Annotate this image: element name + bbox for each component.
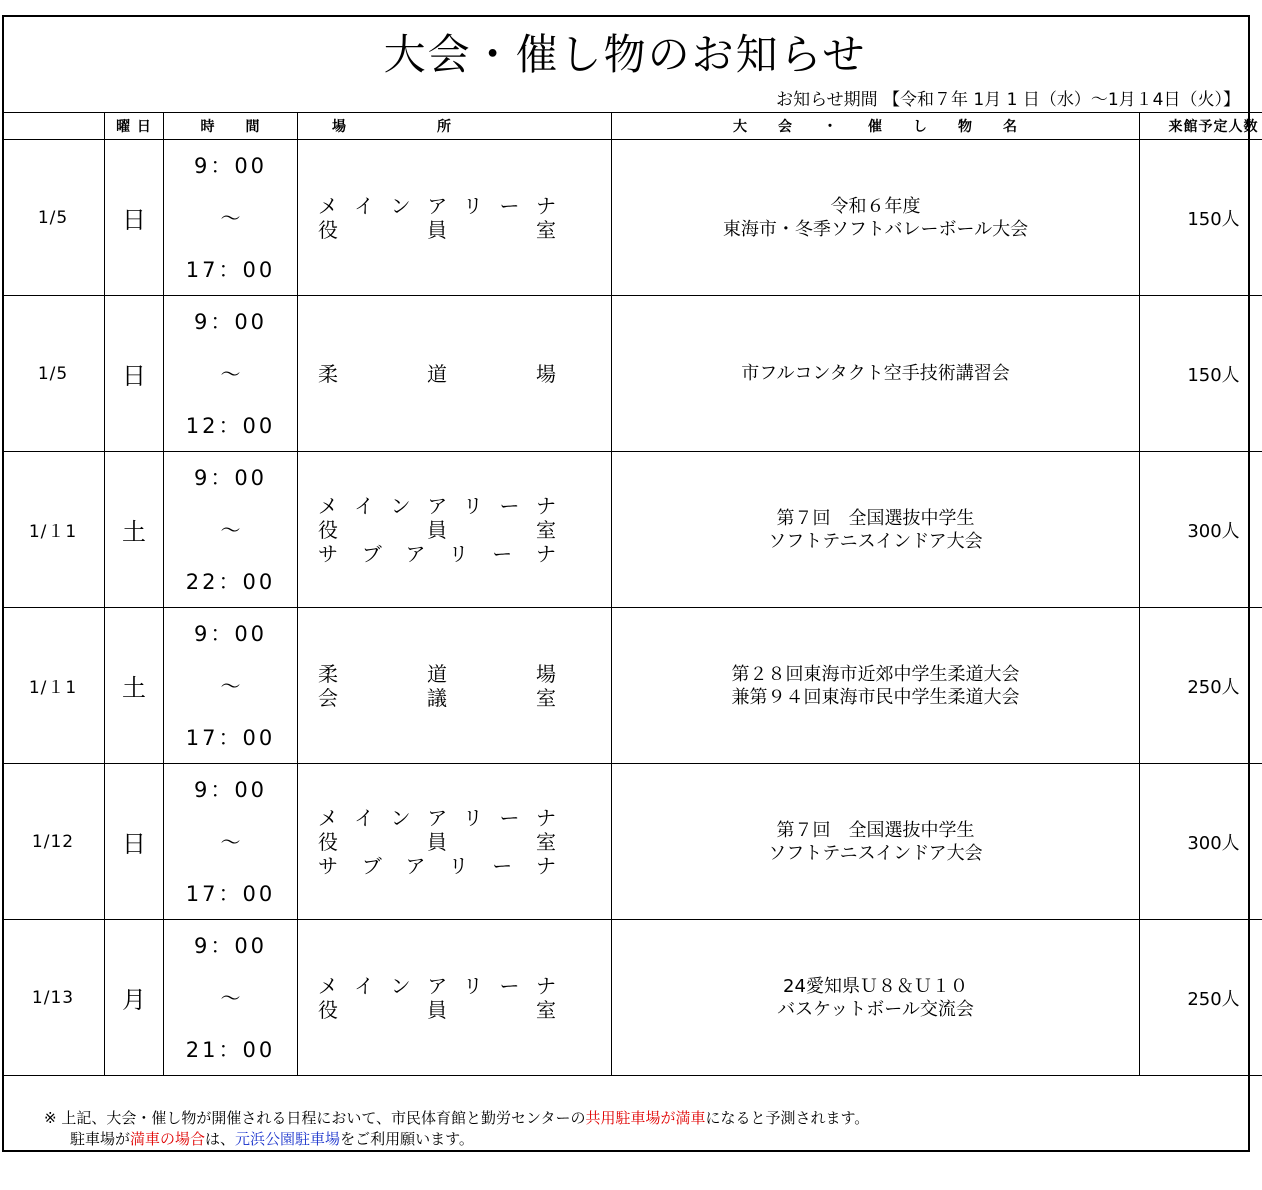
- row-place: [298, 764, 612, 920]
- note-text: ※ 上記、大会・催し物が開催される日程において、市民体育館と勤労センターの: [44, 1109, 586, 1127]
- row-date: 1/１1: [2, 452, 105, 608]
- row-event-name: [612, 140, 1140, 296]
- row-time: [164, 452, 298, 608]
- table-row: [2, 920, 1262, 1076]
- row-event-name: [612, 452, 1140, 608]
- place-name: 役員室: [318, 997, 556, 1022]
- event-line: 24愛知県Ｕ８＆Ｕ１０: [783, 975, 968, 997]
- event-line: ソフトテニスインドア大会: [768, 530, 983, 552]
- start-time: 9：00: [193, 309, 268, 334]
- row-place: [298, 140, 612, 296]
- header-expected-visitors: 来館予定人数: [1140, 113, 1262, 140]
- row-expected-visitors: 300人: [1140, 764, 1262, 920]
- end-time: 21：00: [185, 1037, 276, 1062]
- place-name: メインアリーナ: [318, 805, 556, 830]
- table-row: [2, 764, 1262, 920]
- time-range-tilde: ～: [220, 517, 241, 542]
- row-place: [298, 920, 612, 1076]
- notice-period: お知らせ期間 【令和７年 1月 1 日（水）～1月１4日（火）】: [776, 90, 1240, 110]
- row-day-of-week: 日: [105, 140, 164, 296]
- note-text: をご利用願います。: [340, 1130, 474, 1148]
- place-name: 役員室: [318, 217, 556, 242]
- place-name: 柔道場: [318, 661, 556, 686]
- row-time: [164, 296, 298, 452]
- note-line-2: [44, 1129, 869, 1150]
- start-time: 9：00: [193, 777, 268, 802]
- time-range-tilde: ～: [220, 985, 241, 1010]
- end-time: 17：00: [185, 881, 276, 906]
- row-event-name: [612, 296, 1140, 452]
- row-event-name: [612, 764, 1140, 920]
- time-range-tilde: ～: [220, 361, 241, 386]
- row-event-name: [612, 608, 1140, 764]
- event-line: バスケットボール交流会: [777, 998, 974, 1020]
- header-date: [2, 113, 105, 140]
- row-day-of-week: 月: [105, 920, 164, 1076]
- time-range-tilde: ～: [220, 829, 241, 854]
- row-expected-visitors: 300人: [1140, 452, 1262, 608]
- end-time: 22：00: [185, 569, 276, 594]
- row-time: [164, 140, 298, 296]
- row-expected-visitors: 250人: [1140, 608, 1262, 764]
- table-row: [2, 140, 1262, 296]
- place-name: サブアリーナ: [318, 541, 556, 566]
- place-name: 柔道場: [318, 361, 556, 386]
- start-time: 9：00: [193, 933, 268, 958]
- parking-note: [44, 1108, 869, 1150]
- row-day-of-week: 日: [105, 296, 164, 452]
- event-line: 市フルコンタクト空手技術講習会: [741, 363, 1010, 384]
- end-time: 17：00: [185, 725, 276, 750]
- time-range-tilde: ～: [220, 205, 241, 230]
- table-row: [2, 608, 1262, 764]
- event-line: ソフトテニスインドア大会: [768, 842, 983, 864]
- header-day-of-week: 曜 日: [105, 113, 164, 140]
- row-place: [298, 296, 612, 452]
- place-name: 役員室: [318, 517, 556, 542]
- event-line: 第７回 全国選抜中学生: [776, 507, 975, 529]
- row-time: [164, 608, 298, 764]
- place-name: サブアリーナ: [318, 853, 556, 878]
- place-name: メインアリーナ: [318, 973, 556, 998]
- place-name: メインアリーナ: [318, 493, 556, 518]
- row-date: 1/5: [2, 296, 105, 452]
- place-name: メインアリーナ: [318, 193, 556, 218]
- place-name: 役員室: [318, 829, 556, 854]
- header-time: 時 間: [164, 113, 298, 140]
- row-time: [164, 764, 298, 920]
- row-expected-visitors: 250人: [1140, 920, 1262, 1076]
- note-highlight-red: 共用駐車場が満車: [585, 1109, 706, 1127]
- event-line: 第２８回東海市近郊中学生柔道大会: [731, 663, 1020, 685]
- start-time: 9：00: [193, 153, 268, 178]
- note-highlight-blue: 元浜公園駐車場: [235, 1130, 341, 1148]
- header-place: 場 所: [298, 113, 612, 140]
- event-line: 兼第９４回東海市民中学生柔道大会: [731, 686, 1020, 708]
- event-line: 第７回 全国選抜中学生: [776, 819, 975, 841]
- event-line: 令和６年度: [830, 195, 921, 217]
- row-date: 1/13: [2, 920, 105, 1076]
- row-time: [164, 920, 298, 1076]
- note-text: 駐車場が: [70, 1130, 131, 1148]
- row-place: [298, 452, 612, 608]
- row-date: 1/12: [2, 764, 105, 920]
- header-event-name: 大 会 ・ 催 し 物 名: [612, 113, 1140, 140]
- event-table: [2, 112, 1262, 1076]
- note-highlight-red: 満車の場合: [130, 1130, 206, 1148]
- table-header-row: [2, 113, 1262, 140]
- start-time: 9：00: [193, 465, 268, 490]
- end-time: 17：00: [185, 257, 276, 282]
- row-day-of-week: 日: [105, 764, 164, 920]
- row-date: 1/5: [2, 140, 105, 296]
- note-text: になると予測されます。: [705, 1109, 870, 1127]
- table-row: [2, 452, 1262, 608]
- row-day-of-week: 土: [105, 608, 164, 764]
- row-event-name: [612, 920, 1140, 1076]
- note-line-1: [44, 1108, 869, 1129]
- start-time: 9：00: [193, 621, 268, 646]
- note-text: は、: [205, 1130, 236, 1148]
- table-row: [2, 296, 1262, 452]
- event-line: 東海市・冬季ソフトバレーボール大会: [722, 218, 1029, 240]
- time-range-tilde: ～: [220, 673, 241, 698]
- row-day-of-week: 土: [105, 452, 164, 608]
- place-name: 会議室: [318, 685, 556, 710]
- end-time: 12：00: [185, 413, 276, 438]
- row-expected-visitors: 150人: [1140, 140, 1262, 296]
- row-expected-visitors: 150人: [1140, 296, 1262, 452]
- page-title: 大会・催し物のお知らせ: [383, 30, 867, 79]
- row-date: 1/１1: [2, 608, 105, 764]
- row-place: [298, 608, 612, 764]
